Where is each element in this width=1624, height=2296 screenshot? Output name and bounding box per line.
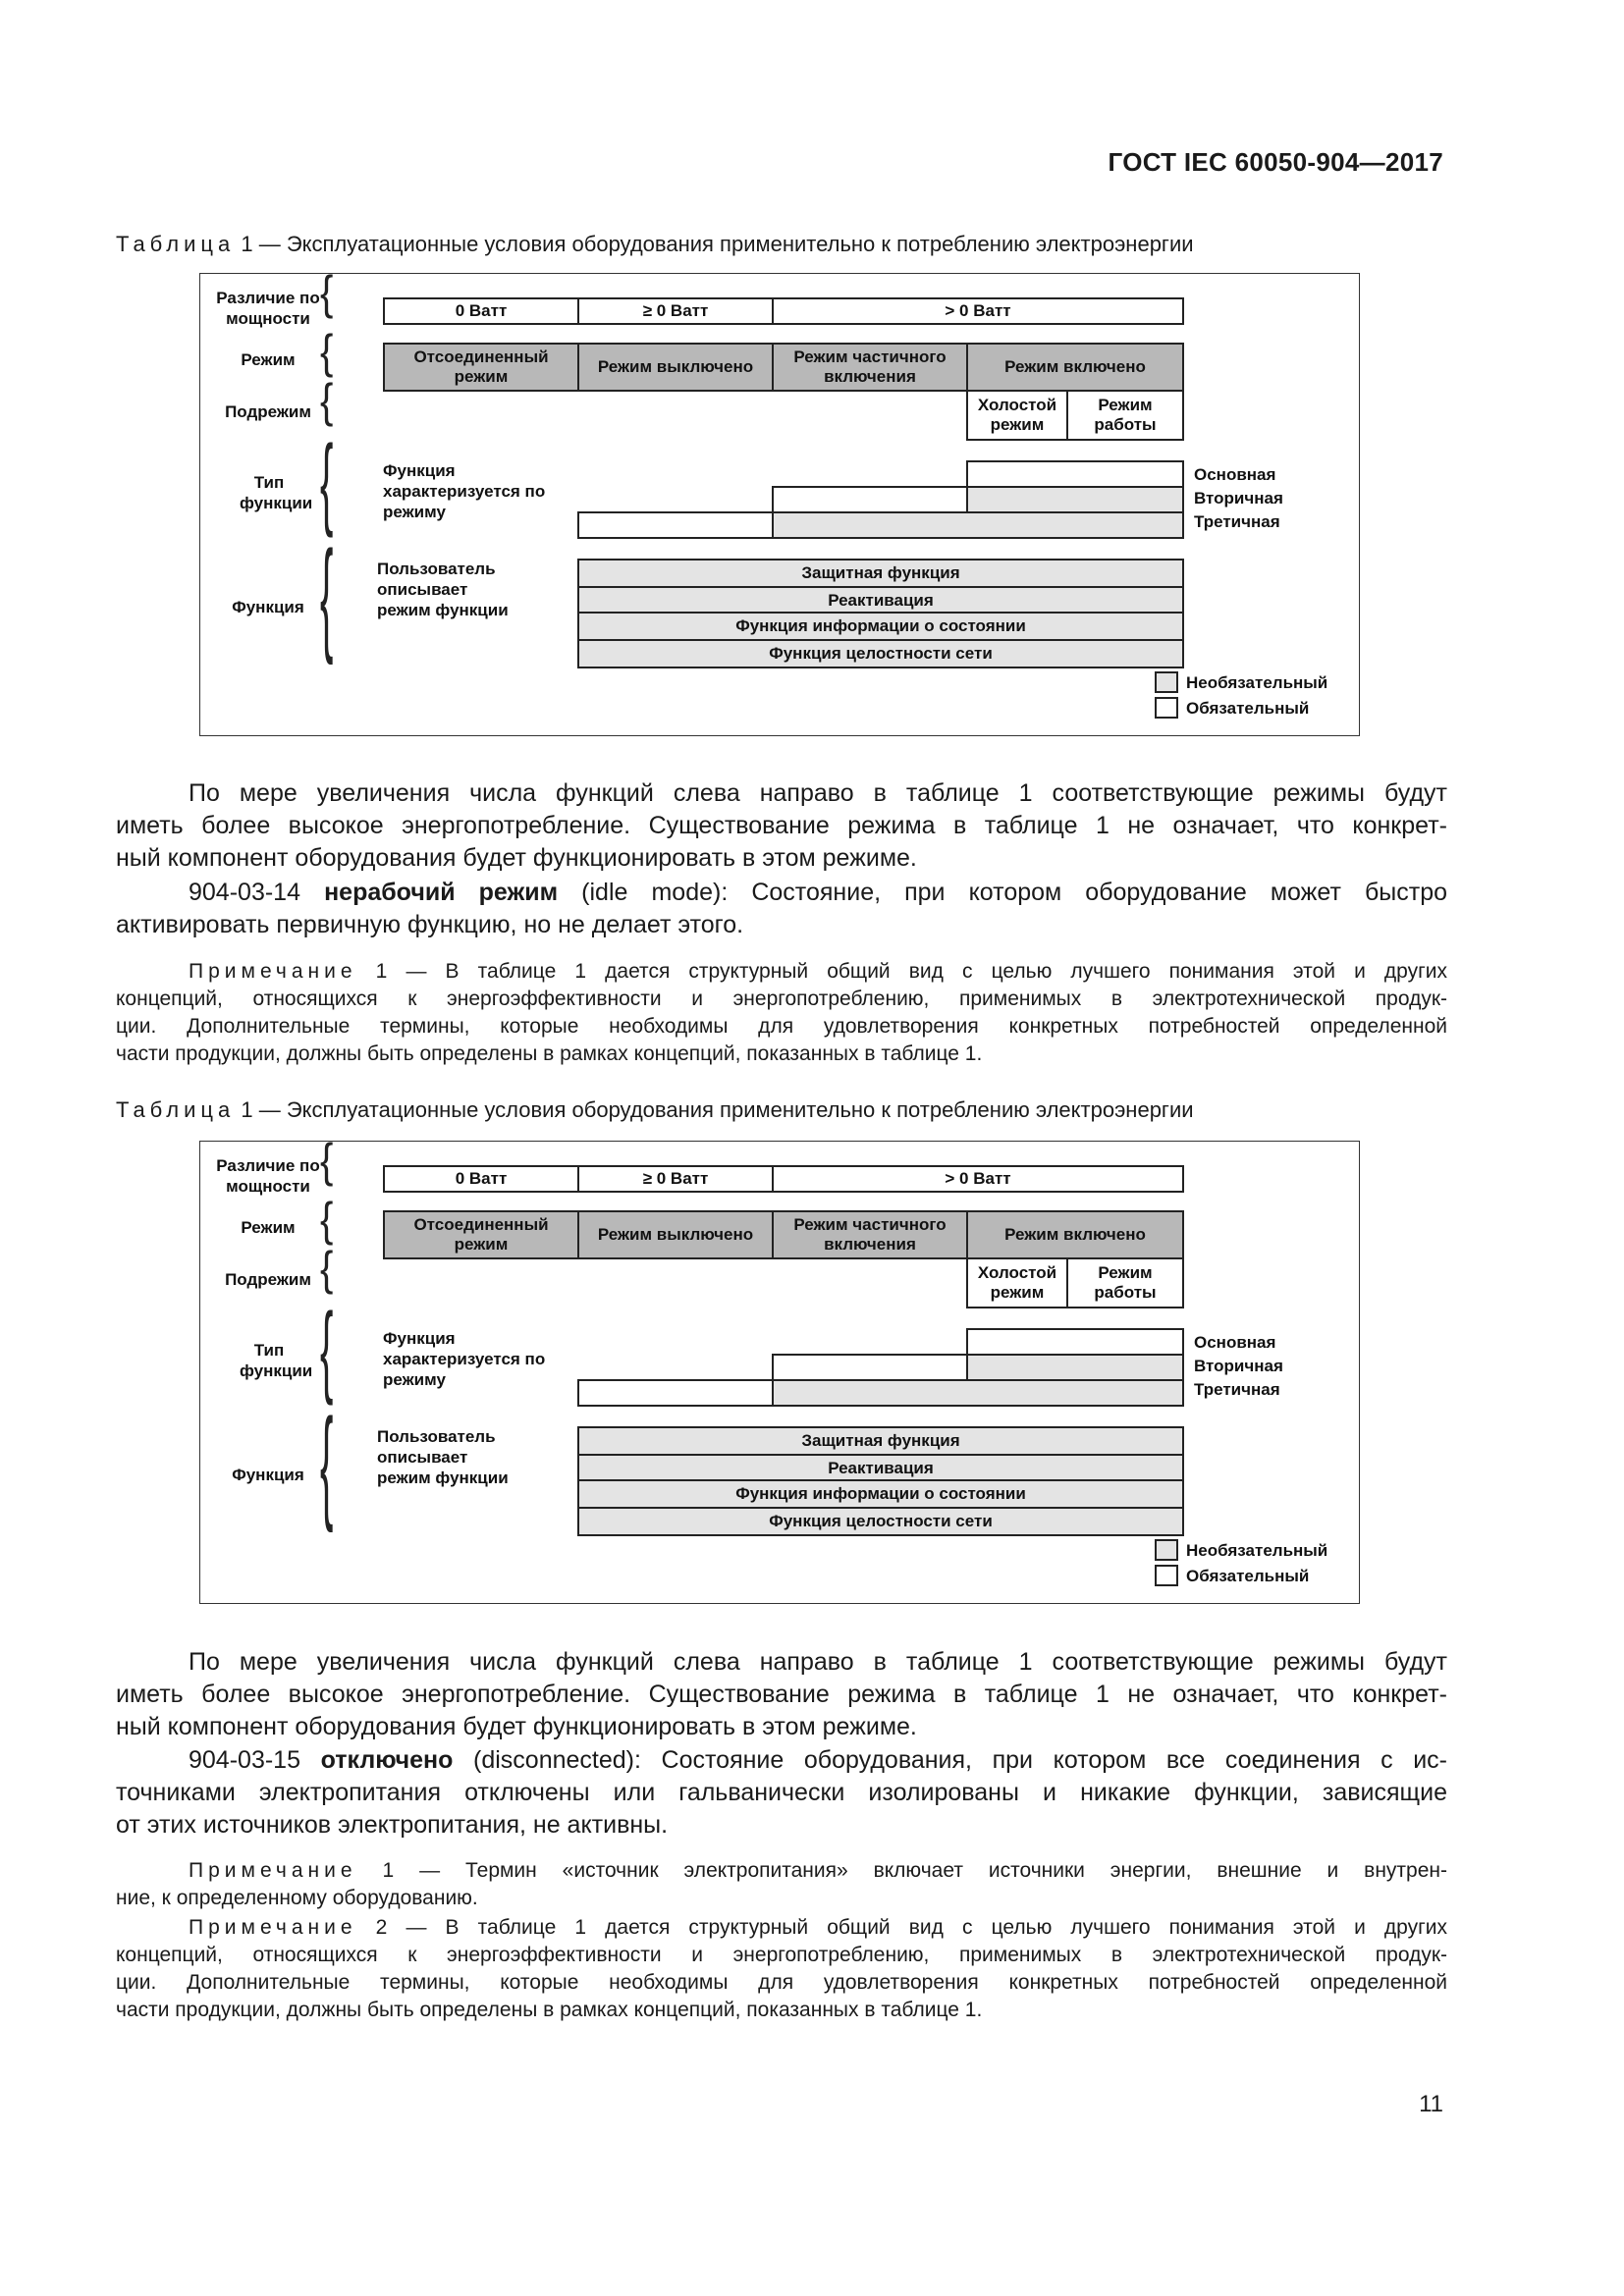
fn-type-tertiary-optional xyxy=(772,511,1184,539)
submode-cell-active: Режим работы xyxy=(1066,390,1184,441)
power-cell-0w: 0 Ватт xyxy=(383,297,579,325)
term-title: отключено xyxy=(320,1746,454,1774)
term-number: 904-03-14 xyxy=(189,879,300,906)
row-label-mode: Режим xyxy=(241,1218,296,1237)
power-cell-gt0w: > 0 Ватт xyxy=(772,297,1184,325)
note-text: 2 — В таблице 1 дается структурный общий вид с целью лучшего понимания этой и других xyxy=(356,1916,1447,1939)
document-header: ГОСТ IEC 60050-904—2017 xyxy=(1108,147,1443,177)
fn-type-label-secondary: Вторичная xyxy=(1194,1357,1283,1375)
mode-cell-partial: Режим частичного включения xyxy=(772,343,968,392)
note-line: ние, к определенному оборудованию. xyxy=(116,1887,478,1909)
caption-text: 1 — Эксплуатационные условия оборудования применительно к потреблению электроэнергии xyxy=(235,232,1194,256)
fn-type-label-tertiary: Третичная xyxy=(1194,1380,1280,1399)
brace-icon: { xyxy=(320,267,334,320)
mode-cell-on: Режим включено xyxy=(966,1210,1184,1259)
term-title: нерабочий режим xyxy=(324,879,559,906)
fn-type-secondary-mandatory xyxy=(772,1354,968,1381)
term-904-03-14 xyxy=(116,877,1447,941)
fn-type-secondary-optional xyxy=(966,486,1184,513)
function-status-info-bar: Функция информации о состоянии xyxy=(577,1479,1184,1509)
side-label-function-type: Функция характеризуется по режиму xyxy=(383,1329,546,1389)
function-protective-bar: Защитная функция xyxy=(577,559,1184,588)
fn-type-secondary-optional xyxy=(966,1354,1184,1381)
brace-icon: { xyxy=(320,1294,334,1408)
note-1-b xyxy=(116,1857,1447,1912)
power-cell-0w: 0 Ватт xyxy=(383,1165,579,1193)
legend-label-optional: Необязательный xyxy=(1186,673,1328,692)
mode-cell-disconnected: Отсоединенный режим xyxy=(383,1210,579,1259)
note-line: части продукции, должны быть определены в рамках концепций, показанных в таблице 1. xyxy=(116,1999,983,2021)
mode-cell-off: Режим выключено xyxy=(577,343,774,392)
table-1-diagram-repeat xyxy=(199,1135,1360,1604)
submode-cell-idle: Холостой режим xyxy=(966,1257,1068,1308)
fn-type-label-primary: Основная xyxy=(1194,465,1276,484)
power-cell-gt0w: > 0 Ватт xyxy=(772,1165,1184,1193)
function-network-integrity-bar: Функция целостности сети xyxy=(577,1507,1184,1536)
row-label-function: Функция xyxy=(232,1466,304,1484)
fn-type-tertiary-mandatory xyxy=(577,511,774,539)
side-label-function: Пользователь описывает режим функции xyxy=(377,1427,509,1487)
note-line: ции. Дополнительные термины, которые необходимы для удовлетворения конкретных потребностей определенной xyxy=(116,1971,1447,1994)
note-label: Примечание xyxy=(189,960,357,983)
term-904-03-15 xyxy=(116,1744,1447,1842)
note-1-a xyxy=(116,958,1447,1068)
note-line: части продукции, должны быть определены в рамках концепций, показанных в таблице 1. xyxy=(116,1042,983,1065)
paragraph-line: ный компонент оборудования будет функционировать в этом режиме. xyxy=(116,1713,917,1740)
row-label-function-type: Тип функции xyxy=(240,473,313,512)
brace-icon: { xyxy=(320,1243,334,1296)
paragraph-line: По мере увеличения числа функций слева направо в таблице 1 соответствующие режимы будут xyxy=(189,779,1447,807)
side-label-function-type: Функция характеризуется по режиму xyxy=(383,461,546,521)
legend-swatch-mandatory xyxy=(1155,697,1178,719)
paragraph-line: от этих источников электропитания, не активны. xyxy=(116,1811,669,1839)
row-label-function-type: Тип функции xyxy=(240,1341,313,1380)
term-definition: (idle mode): Состояние, при котором оборудование может быстро xyxy=(581,879,1448,906)
note-text: 1 — Термин «источник электропитания» включает источники энергии, внешние и внутрен- xyxy=(356,1859,1447,1882)
note-label: Примечание xyxy=(189,1916,357,1939)
brace-icon: { xyxy=(320,1194,334,1247)
brace-icon: { xyxy=(320,528,334,667)
legend-swatch-mandatory xyxy=(1155,1565,1178,1586)
mode-cell-off: Режим выключено xyxy=(577,1210,774,1259)
legend-label-optional: Необязательный xyxy=(1186,1541,1328,1560)
brace-icon: { xyxy=(320,326,334,379)
row-label-mode: Режим xyxy=(241,350,296,369)
table-1-diagram xyxy=(199,267,1360,736)
function-reactivation-bar: Реактивация xyxy=(577,1454,1184,1483)
fn-type-primary-mandatory xyxy=(966,1328,1184,1356)
term-definition: (disconnected): Состояние оборудования, при котором все соединения с ис- xyxy=(473,1746,1448,1774)
row-label-submode: Подрежим xyxy=(225,1270,311,1289)
note-line: концепций, относящихся к энергоэффективности и энергопотреблению, применимых в электротехнической продук- xyxy=(116,988,1447,1010)
submode-cell-idle: Холостой режим xyxy=(966,390,1068,441)
note-text: 1 — В таблице 1 дается структурный общий вид с целью лучшего понимания этой и других xyxy=(356,960,1447,983)
row-label-submode: Подрежим xyxy=(225,402,311,421)
caption-text: 1 — Эксплуатационные условия оборудования применительно к потреблению электроэнергии xyxy=(235,1097,1194,1122)
paragraph-line: точниками электропитания отключены или гальванически изолированы и никакие функции, зависящие xyxy=(116,1779,1447,1806)
fn-type-secondary-mandatory xyxy=(772,486,968,513)
fn-type-label-primary: Основная xyxy=(1194,1333,1276,1352)
mode-cell-partial: Режим частичного включения xyxy=(772,1210,968,1259)
function-protective-bar: Защитная функция xyxy=(577,1426,1184,1456)
page-number: 11 xyxy=(1419,2091,1443,2117)
note-2-b xyxy=(116,1914,1447,2024)
brace-icon: { xyxy=(320,426,334,540)
table-caption xyxy=(116,232,1510,257)
legend-label-mandatory: Обязательный xyxy=(1186,1567,1310,1585)
legend-swatch-optional xyxy=(1155,671,1178,693)
side-label-function: Пользователь описывает режим функции xyxy=(377,560,509,619)
function-status-info-bar: Функция информации о состоянии xyxy=(577,612,1184,641)
fn-type-primary-mandatory xyxy=(966,460,1184,488)
paragraph-line: По мере увеличения числа функций слева направо в таблице 1 соответствующие режимы будут xyxy=(189,1648,1447,1676)
paragraph-energy-order xyxy=(116,777,1447,875)
brace-icon: { xyxy=(320,375,334,428)
note-label: Примечание xyxy=(189,1859,357,1882)
caption-prefix: Таблица xyxy=(116,1097,236,1122)
legend-label-mandatory: Обязательный xyxy=(1186,699,1310,718)
row-label-power: Различие по мощности xyxy=(216,289,320,328)
mode-cell-on: Режим включено xyxy=(966,343,1184,392)
fn-type-label-tertiary: Третичная xyxy=(1194,512,1280,531)
function-network-integrity-bar: Функция целостности сети xyxy=(577,639,1184,668)
note-line: ции. Дополнительные термины, которые необходимы для удовлетворения конкретных потребностей определенной xyxy=(116,1015,1447,1038)
paragraph-line: активировать первичную функцию, но не делает этого. xyxy=(116,911,744,938)
legend-swatch-optional xyxy=(1155,1539,1178,1561)
fn-type-tertiary-optional xyxy=(772,1379,1184,1407)
fn-type-label-secondary: Вторичная xyxy=(1194,489,1283,507)
paragraph-line: ный компонент оборудования будет функционировать в этом режиме. xyxy=(116,844,917,872)
fn-type-tertiary-mandatory xyxy=(577,1379,774,1407)
row-label-function: Функция xyxy=(232,598,304,616)
table-caption xyxy=(116,1097,1510,1123)
row-label-power: Различие по мощности xyxy=(216,1156,320,1196)
term-number: 904-03-15 xyxy=(189,1746,300,1774)
paragraph-line: иметь более высокое энергопотребление. Существование режима в таблице 1 не означает, что конкрет- xyxy=(116,1681,1447,1708)
function-reactivation-bar: Реактивация xyxy=(577,586,1184,615)
note-line: концепций, относящихся к энергоэффективности и энергопотреблению, применимых в электротехнической продук- xyxy=(116,1944,1447,1966)
power-cell-ge0w: ≥ 0 Ватт xyxy=(577,1165,774,1193)
brace-icon: { xyxy=(320,1135,334,1188)
paragraph-line: иметь более высокое энергопотребление. Существование режима в таблице 1 не означает, что конкрет- xyxy=(116,812,1447,839)
power-cell-ge0w: ≥ 0 Ватт xyxy=(577,297,774,325)
submode-cell-active: Режим работы xyxy=(1066,1257,1184,1308)
caption-prefix: Таблица xyxy=(116,232,236,256)
brace-icon: { xyxy=(320,1396,334,1535)
mode-cell-disconnected: Отсоединенный режим xyxy=(383,343,579,392)
paragraph-energy-order xyxy=(116,1646,1447,1743)
